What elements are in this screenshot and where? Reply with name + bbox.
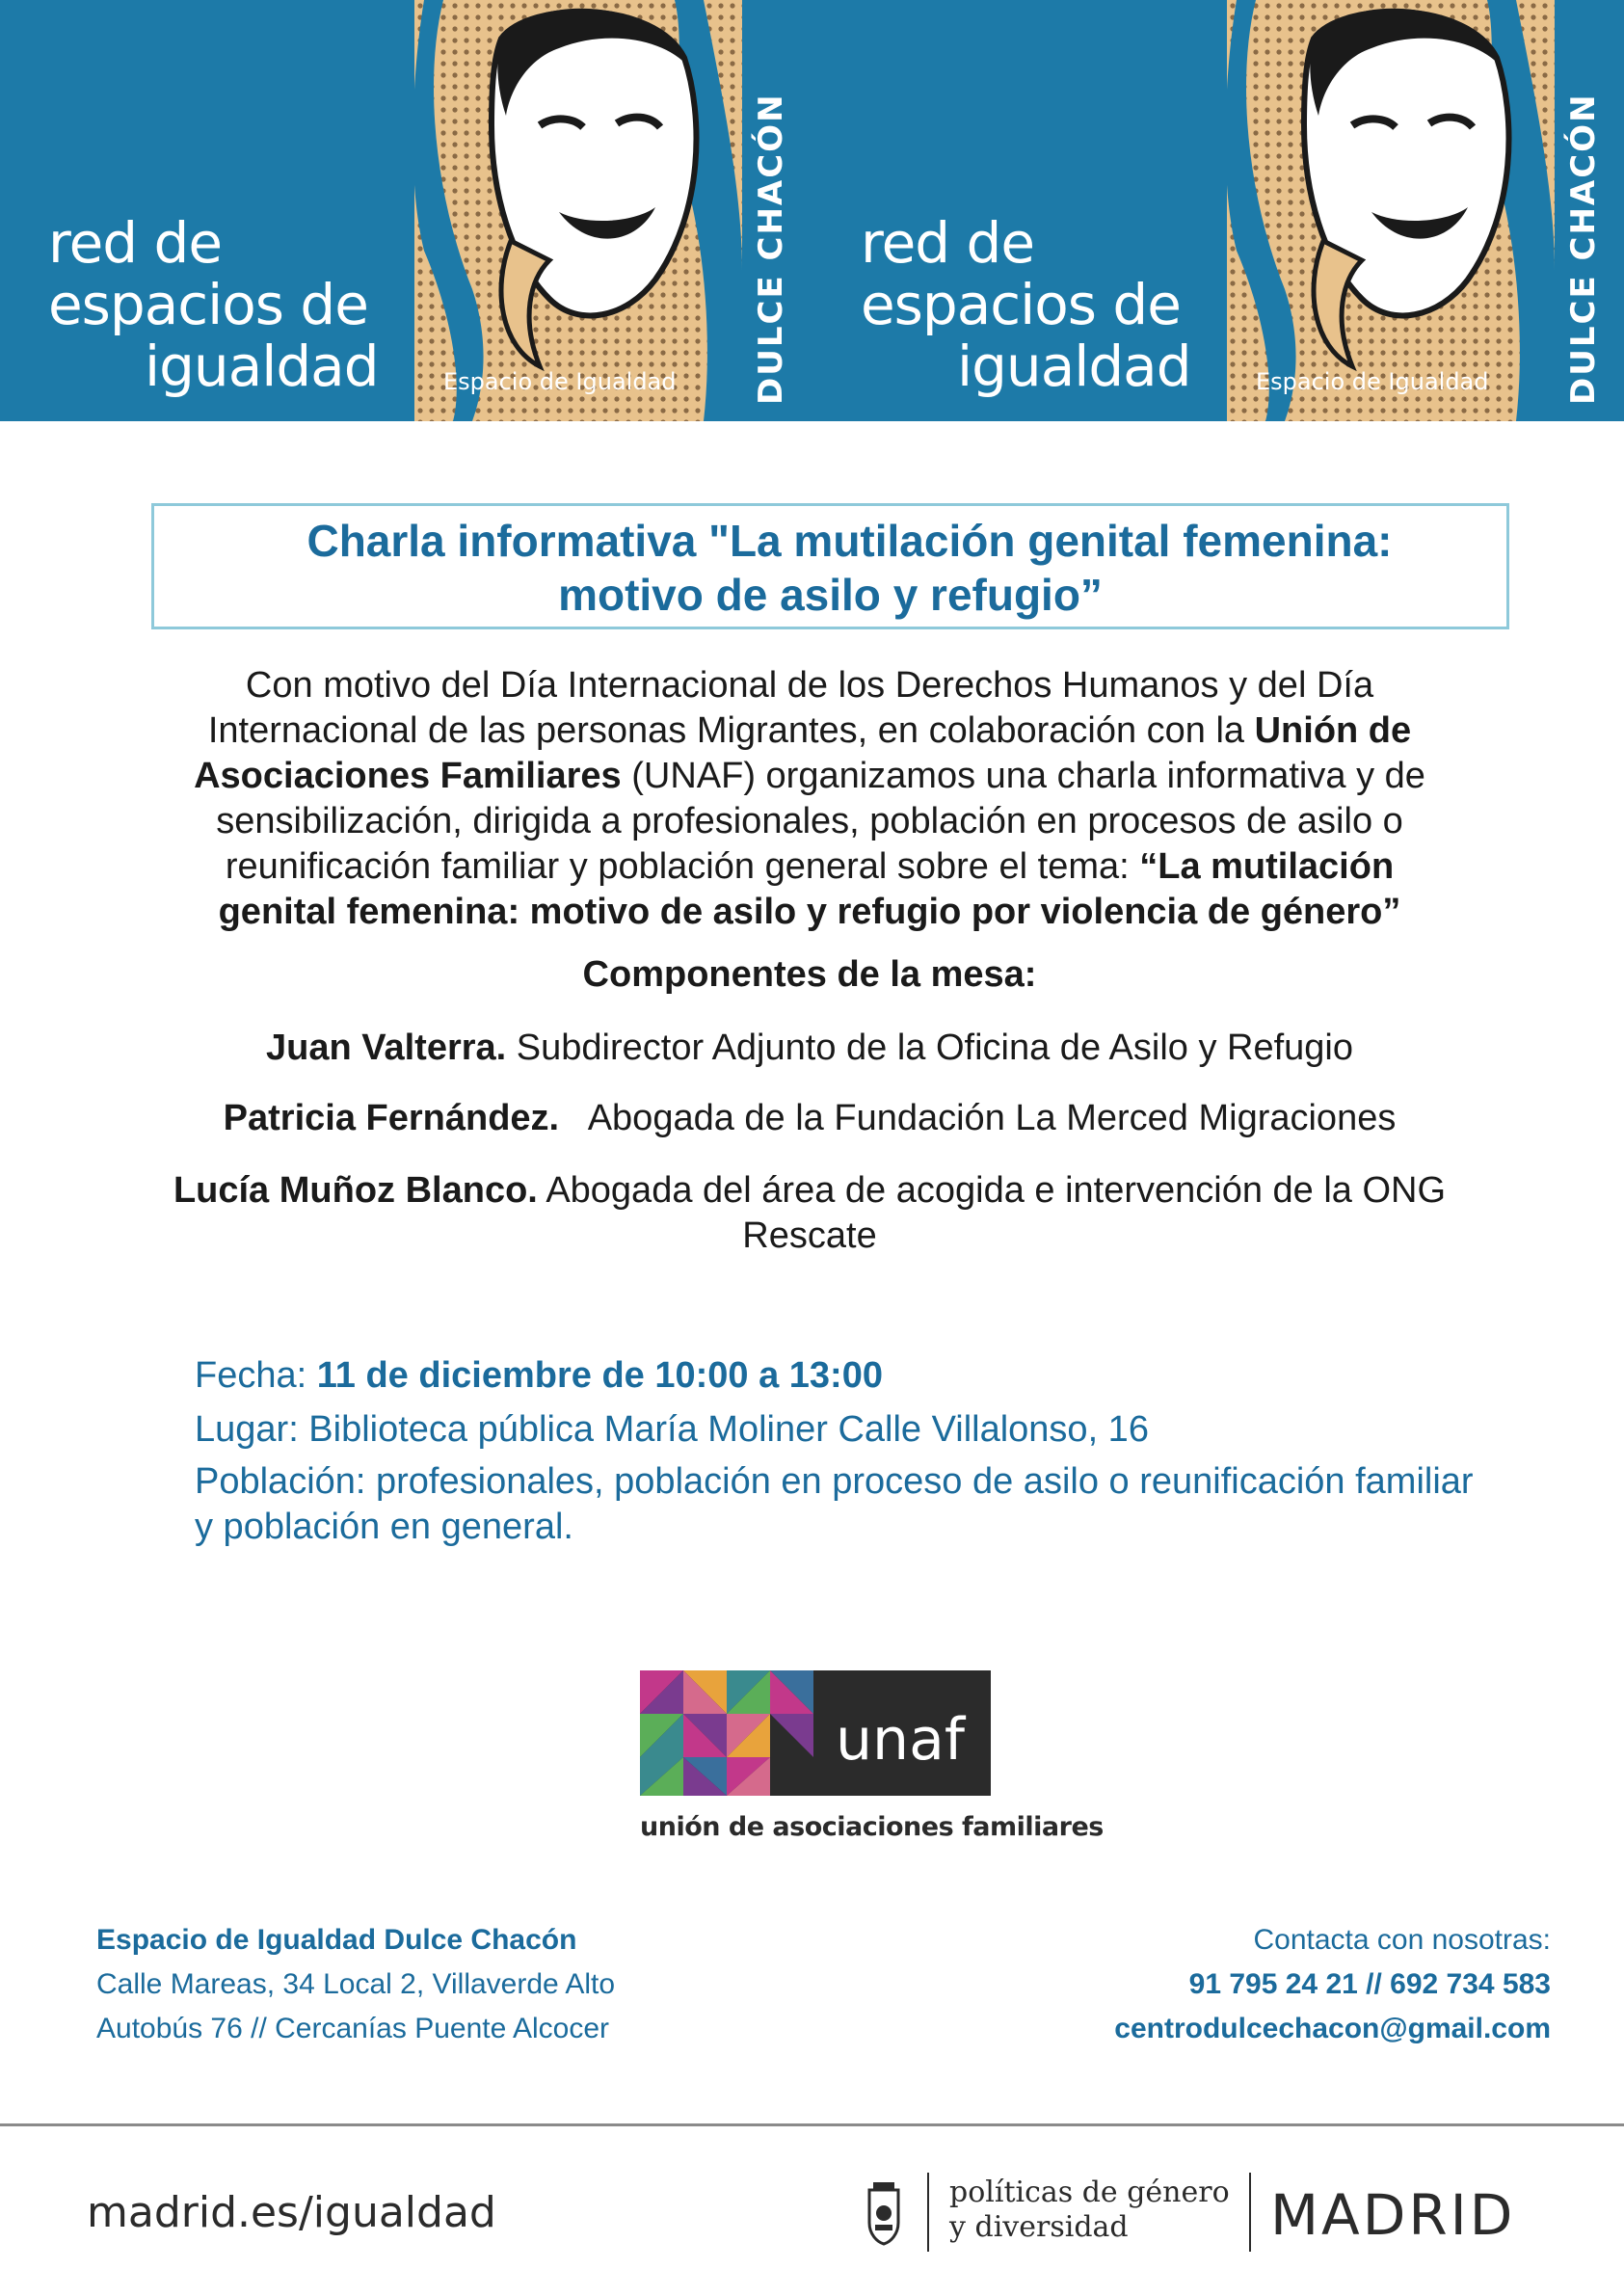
member-role: Abogada del área de acogida e intervención de la ONG Rescate (546, 1170, 1447, 1256)
dulce-chacon-vertical-label: DULCE CHACÓN (752, 93, 790, 405)
panel-member (164, 1168, 1455, 1259)
event-title-box (151, 503, 1509, 629)
dulce-chacon-vertical-label: DULCE CHACÓN (1564, 93, 1603, 405)
event-audience: Población: profesionales, población en proceso de asilo o reunificación familiar y población en general. (195, 1461, 1474, 1547)
footer-org-name: Espacio de Igualdad Dulce Chacón (96, 1924, 577, 1956)
red-espacios-logo: red de espacios de igualdad (861, 210, 1191, 399)
espacio-igualdad-label: Espacio de Igualdad (443, 368, 677, 395)
separator (1249, 2173, 1251, 2252)
footer-address: Calle Mareas, 34 Local 2, Villaverde Alto (96, 1968, 616, 2000)
madrid-logo: MADRID (1270, 2182, 1516, 2248)
unaf-wordmark: unaf (836, 1706, 965, 1774)
footer-transport: Autobús 76 // Cercanías Puente Alcocer (96, 2013, 609, 2044)
unaf-name: Unión de Asociaciones Familiares (194, 710, 1412, 796)
member-name: Lucía Muñoz Blanco. (173, 1170, 538, 1211)
separator (927, 2173, 929, 2252)
unaf-caption: unión de asociaciones familiares (640, 1812, 1104, 1842)
banner-panel-right (812, 0, 1624, 421)
member-name: Juan Valterra. (265, 1028, 507, 1068)
red-espacios-logo: red de espacios de igualdad (48, 210, 379, 399)
event-date: Fecha: 11 de diciembre de 10:00 a 13:00 (195, 1355, 883, 1396)
department-name: políticas de género y diversidad (949, 2176, 1230, 2244)
madrid-crest-icon (864, 2180, 904, 2246)
madrid-igualdad-url[interactable]: madrid.es/igualdad (87, 2188, 496, 2237)
member-role: Abogada de la Fundación La Merced Migraciones (587, 1098, 1397, 1138)
footer-contact-label: Contacta con nosotras: (1253, 1924, 1551, 1956)
footer-email-link[interactable]: centrodulcechacon@gmail.com (1114, 2013, 1551, 2044)
event-title-line2: motivo de asilo y refugio” (558, 570, 1103, 620)
member-role: Subdirector Adjunto de la Oficina de Asilo y Refugio (516, 1028, 1353, 1068)
event-place: Lugar: Biblioteca pública María Moliner Calle Villalonso, 16 (195, 1409, 1149, 1450)
panel-member (164, 1026, 1455, 1071)
panel-heading: Componentes de la mesa: (582, 954, 1037, 995)
event-title-line1: Charla informativa "La mutilación genital femenina: (306, 516, 1393, 566)
member-name: Patricia Fernández. (223, 1098, 560, 1138)
header-banner (0, 0, 1624, 421)
banner-panel-left (0, 0, 812, 421)
footer-divider (0, 2123, 1624, 2126)
footer-phones[interactable]: 91 795 24 21 // 692 734 583 (1188, 1968, 1551, 2000)
portrait-illustration (1227, 0, 1555, 421)
portrait-illustration (414, 0, 742, 421)
espacio-igualdad-label: Espacio de Igualdad (1256, 368, 1489, 395)
intro-paragraph: Con motivo del Día Internacional de los Derechos Humanos y del Día Internacional de las personas Migrantes, en colaboración con la Unión de Asociaciones Familiares (UNAF) organizamos una charla informativa y de sensibilización, dirigida a profesionales, población en procesos de asilo o reunificación familiar y población general sobre el tema: “La mutilación genital femenina: motivo de asilo y refugio por violencia de género” (194, 665, 1425, 932)
topic-title: “La mutilación genital femenina: motivo de asilo y refugio por violencia de género” (218, 846, 1401, 932)
panel-member (164, 1096, 1455, 1141)
